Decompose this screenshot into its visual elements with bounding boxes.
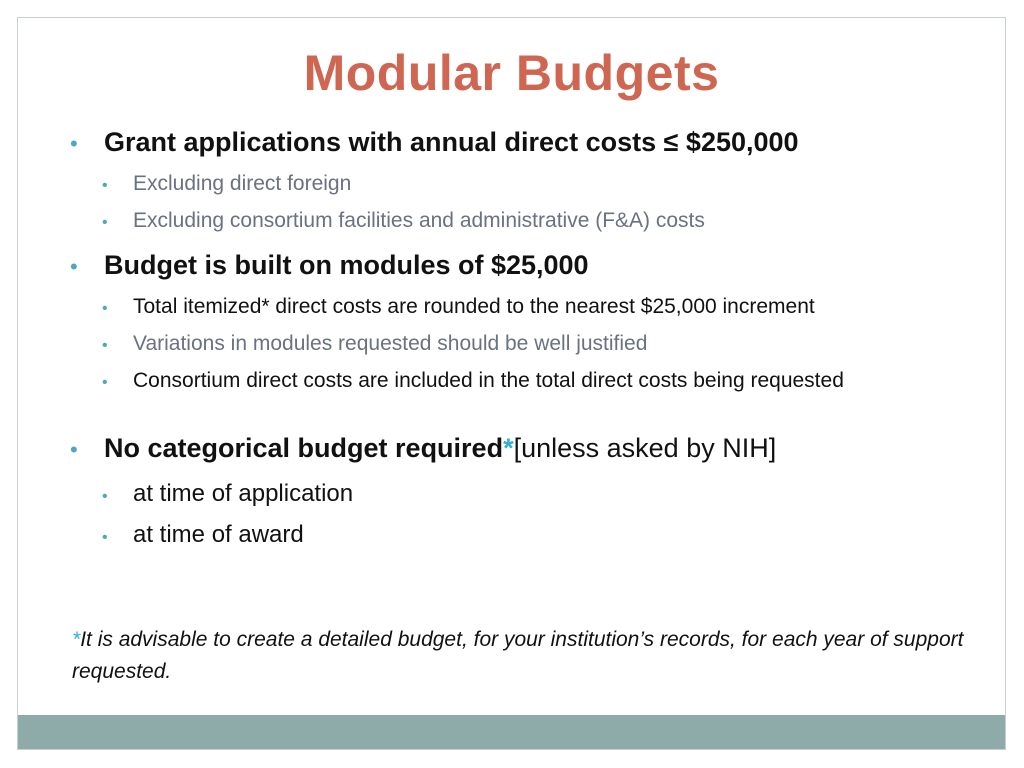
- footnote: [72, 624, 972, 688]
- sub-bullet-total-itemized: [102, 295, 815, 319]
- bullet-text: Grant applications with annual direct costs ≤ $250,000: [104, 127, 799, 157]
- footer-band: [18, 715, 1005, 749]
- sub-bullet-time-award: [102, 521, 304, 549]
- sub-bullet-variations: [102, 332, 647, 356]
- bullet-suffix: [unless asked by NIH]: [513, 433, 777, 463]
- asterisk-marker: *: [72, 628, 81, 651]
- bullet-icon: •: [70, 254, 78, 279]
- bullet-icon: •: [102, 214, 108, 231]
- sub-bullet-text: at time of award: [133, 521, 304, 548]
- bullet-text: No categorical budget required: [104, 433, 504, 463]
- bullet-text: Budget is built on modules of $25,000: [104, 250, 589, 280]
- sub-bullet-time-application: [102, 480, 353, 508]
- page-title: Modular Budgets: [303, 45, 720, 101]
- bullet-no-categorical: [70, 433, 776, 464]
- sub-bullet-text: Variations in modules requested should be well justified: [133, 332, 648, 355]
- sub-bullet-consortium-direct: [102, 369, 844, 393]
- slide: [17, 17, 1006, 750]
- bullet-icon: •: [102, 374, 108, 391]
- sub-bullet-excluding-consortium: [102, 209, 705, 233]
- sub-bullet-excluding-foreign: [102, 172, 351, 196]
- bullet-icon: •: [102, 529, 108, 546]
- bullet-icon: •: [102, 300, 108, 317]
- sub-bullet-text: at time of application: [133, 480, 354, 507]
- bullet-icon: •: [102, 488, 108, 505]
- bullet-budget-modules: [70, 250, 589, 281]
- bullet-icon: •: [102, 177, 108, 194]
- sub-bullet-text: Total itemized* direct costs are rounded to the nearest $25,000 increment: [133, 295, 815, 318]
- sub-bullet-text: Consortium direct costs are included in the total direct costs being requested: [133, 369, 844, 392]
- bullet-grant-applications: [70, 127, 799, 158]
- sub-bullet-text: Excluding direct foreign: [133, 172, 352, 195]
- bullet-icon: •: [70, 131, 78, 156]
- asterisk-marker: *: [503, 433, 514, 463]
- footnote-text: It is advisable to create a detailed budget, for your institution’s records, for each year of support requested.: [72, 628, 964, 683]
- bullet-icon: •: [102, 337, 108, 354]
- sub-bullet-text: Excluding consortium facilities and administrative (F&A) costs: [133, 209, 705, 232]
- bullet-icon: •: [70, 437, 78, 462]
